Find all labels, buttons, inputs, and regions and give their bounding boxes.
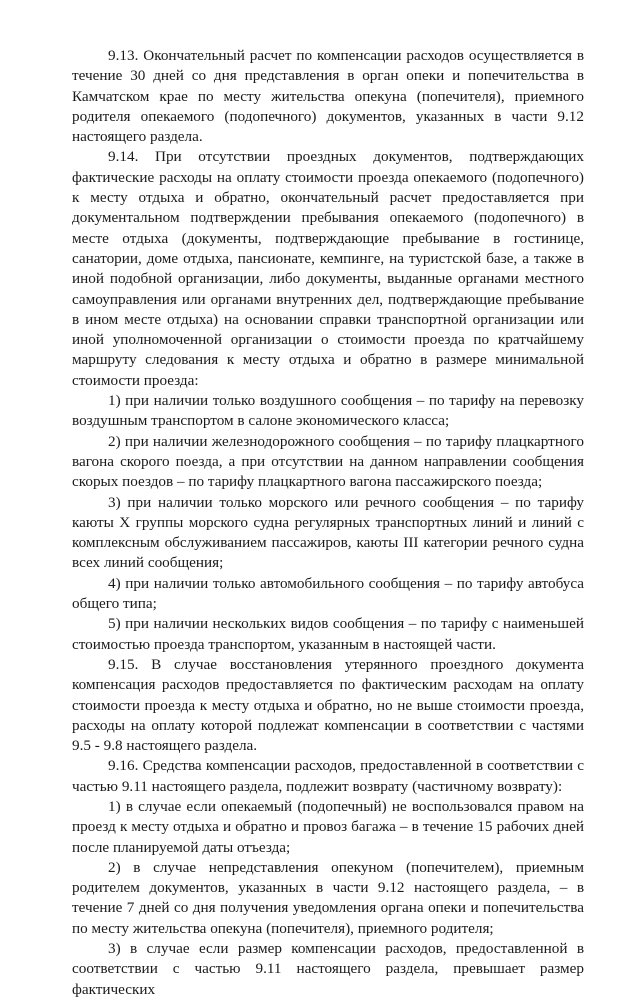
paragraph-9-15: 9.15. В случае восстановления утерянного проездного документа компенсация расходов предоставляется по фактическим расходам на оплату стоимости проезда к месту отдыха и обратно, но не выше стоимости проезда, расходы на оплату которой подлежат компенсации в соответствии с частями 9.5 - 9.8 настоящего раздела.: [72, 655, 584, 755]
list-item-9-14-3: 3) при наличии только морского или речного сообщения – по тарифу каюты X группы морского судна регулярных транспортных линий и линий с комплексным обслуживанием пассажиров, каюты III категории речного судна всех линий сообщения;: [72, 493, 584, 572]
paragraph-9-14: 9.14. При отсутствии проездных документов, подтверждающих фактические расходы на оплату стоимости проезда опекаемого (подопечного) к месту отдыха и обратно, окончательный расчет предоставляется при документальном подтверждении пребывания опекаемого (подопечного) в месте отдыха (документы, подтверждающие пребывание в гостинице, санатории, доме отдыха, пансионате, кемпинге, на туристской базе, а также в иной подобной организации, либо документы, выданные органами местного самоуправления или органами внутренних дел, подтверждающие пребывание в ином месте отдыха) на основании справки транспортной организации или иной уполномоченной организации о стоимости проезда по кратчайшему маршруту следования к месту отдыха и обратно в размере минимальной стоимости проезда:: [72, 148, 584, 389]
list-item-9-14-4: 4) при наличии только автомобильного сообщения – по тарифу автобуса общего типа;: [72, 574, 584, 613]
paragraph-9-13: 9.13. Окончательный расчет по компенсации расходов осуществляется в течение 30 дней со дня представления в орган опеки и попечительства в Камчатском крае по месту жительства опекуна (попечителя), приемного родителя опекаемого (подопечного) документов, указанных в части 9.12 настоящего раздела.: [72, 47, 584, 146]
list-item-9-16-1: 1) в случае если опекаемый (подопечный) не воспользовался правом на проезд к месту отдыха и обратно и провоз багажа – в течение 15 рабочих дней после планируемой даты отъезда;: [72, 797, 584, 856]
list-item-9-16-3: 3) в случае если размер компенсации расходов, предоставленной в соответствии с частью 9.11 настоящего раздела, превышает размер фактических: [72, 940, 584, 998]
paragraph-9-16: 9.16. Средства компенсации расходов, предоставленной в соответствии с частью 9.11 настоящего раздела, подлежит возврату (частичному возврату):: [72, 757, 584, 795]
list-item-9-16-2: 2) в случае непредставления опекуном (попечителем), приемным родителем документов, указанных в части 9.12 настоящего раздела, – в течение 7 дней со дня получения уведомления органа опеки и попечительства по месту жительства опекуна (попечителя), приемного родителя;: [72, 858, 584, 937]
list-item-9-14-1: 1) при наличии только воздушного сообщения – по тарифу на перевозку воздушным транспортом в салоне экономического класса;: [72, 392, 584, 430]
document-page: [72, 46, 584, 1000]
list-item-9-14-2: 2) при наличии железнодорожного сообщения – по тарифу плацкартного вагона скорого поезда, а при отсутствии на данном направлении сообщения скорых поездов – по тарифу плацкартного вагона пассажирского поезда;: [72, 432, 584, 491]
list-item-9-14-5: 5) при наличии нескольких видов сообщения – по тарифу с наименьшей стоимостью проезда транспортом, указанным в настоящей части.: [72, 615, 584, 653]
